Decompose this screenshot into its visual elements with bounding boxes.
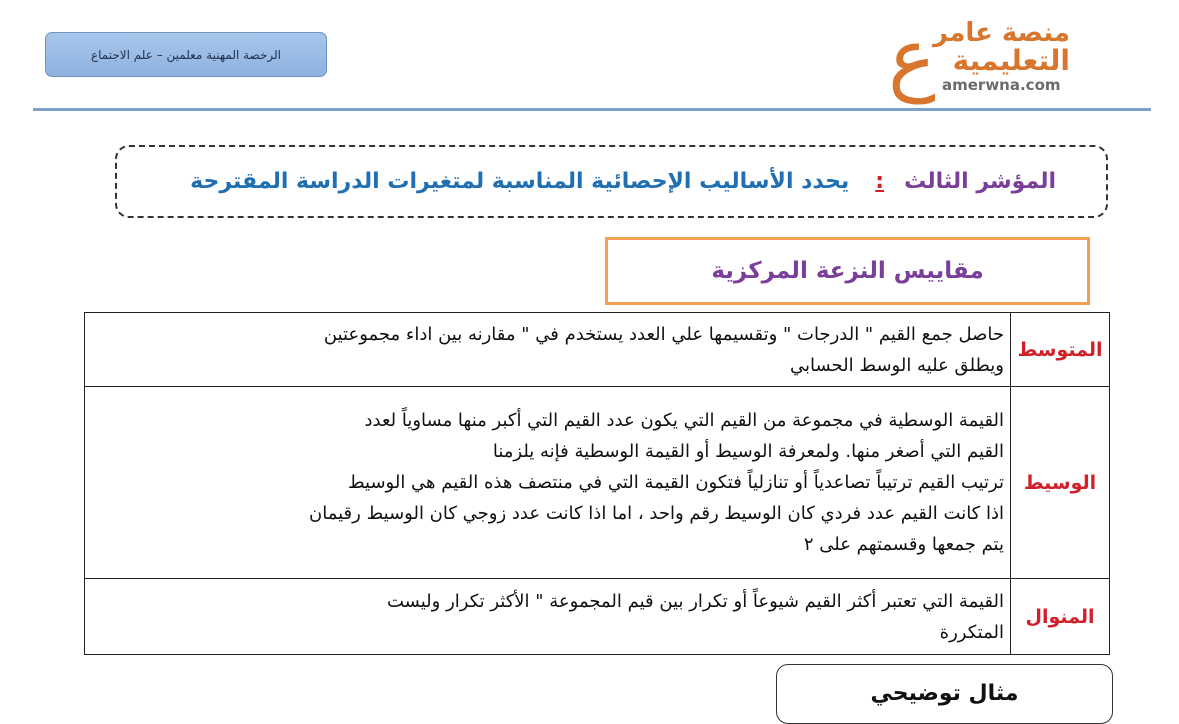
definition-line: يتم جمعها وقسمتهم على ٢ <box>803 534 1004 555</box>
definition-line: ويطلق عليه الوسط الحسابي <box>790 354 1004 376</box>
definitions-table <box>84 312 1110 655</box>
table-row <box>85 313 1110 387</box>
indicator-label: المؤشر الثالث <box>904 169 1056 194</box>
subject-badge: الرخصة المهنية معلمين – علم الاجتماع <box>45 32 327 77</box>
platform-logo <box>878 11 1078 104</box>
header-divider <box>33 108 1151 111</box>
example-box <box>776 664 1113 724</box>
definition-line: اذا كانت القيم عدد فردي كان الوسيط رقم واحد ، اما اذا كانت عدد زوجي كان الوسيط رقيمان <box>309 503 1004 524</box>
logo-ain-glyph: ع <box>888 11 936 104</box>
definition-line: ترتيب القيم ترتيباً تصاعدياً أو تنازلياً فتكون القيمة التي في منتصف هذه القيم هي الوسيط <box>347 472 1004 493</box>
definition-line: المتكررة <box>939 621 1004 643</box>
logo-url: amerwna.com <box>942 76 1061 94</box>
section-title: مقاييس النزعة المركزية <box>605 237 1090 305</box>
definition-line: القيم التي أصغر منها. ولمعرفة الوسيط أو القيمة الوسطية فإنه يلزمنا <box>492 441 1004 462</box>
logo-line-1: منصة عامر <box>933 18 1070 48</box>
indicator-box <box>115 145 1108 218</box>
term-median: الوسيط <box>1011 387 1110 579</box>
example-title: مثال توضيحي <box>870 681 1019 706</box>
definition-line: القيمة الوسطية في مجموعة من القيم التي يكون عدد القيم التي أكبر منها مساوياً لعدد <box>364 410 1004 431</box>
table-row <box>85 579 1110 655</box>
definition-mode <box>85 579 1011 655</box>
logo-line-2: التعليمية <box>952 44 1070 77</box>
indicator-text: يحدد الأساليب الإحصائية المناسبة لمتغيرات الدراسة المقترحة <box>190 169 850 194</box>
indicator-colon: : <box>875 169 885 194</box>
definition-median <box>85 387 1011 579</box>
term-mode: المنوال <box>1011 579 1110 655</box>
term-mean: المتوسط <box>1011 313 1110 387</box>
table-row <box>85 387 1110 579</box>
definition-line: القيمة التي تعتبر أكثر القيم شيوعاً أو تكرار بين قيم المجموعة " الأكثر تكرار وليست <box>387 590 1004 612</box>
definition-line: حاصل جمع القيم " الدرجات " وتقسيمها علي العدد يستخدم في " مقارنه بين اداء مجموعتين <box>323 323 1004 345</box>
definition-mean <box>85 313 1011 387</box>
